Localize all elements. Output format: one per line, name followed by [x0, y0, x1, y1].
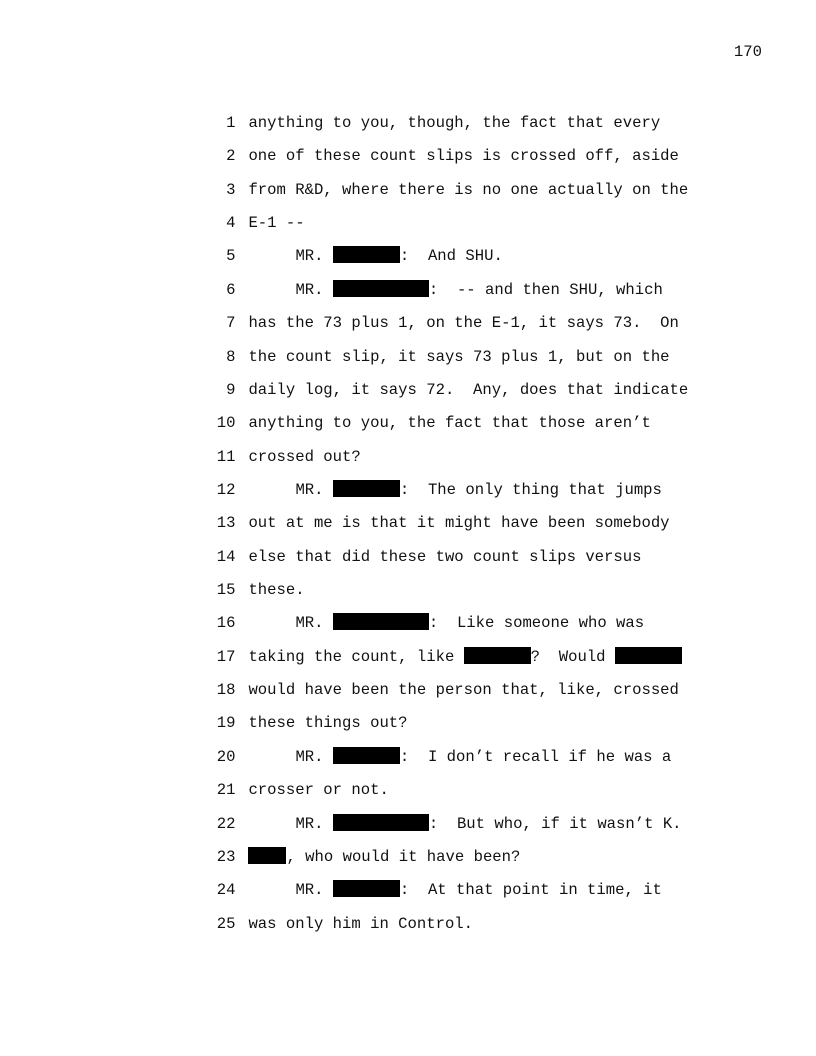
- line-number: 24: [216, 881, 236, 900]
- transcript-body: [170, 93, 690, 933]
- line-text: crosser or not.: [248, 781, 389, 800]
- line-number: 21: [216, 781, 236, 800]
- line-text: would have been the person that, like, crossed: [248, 681, 679, 700]
- line-number: 15: [216, 581, 236, 600]
- line-number: 25: [216, 914, 236, 933]
- transcript-line: [170, 727, 690, 766]
- line-number: 18: [216, 681, 236, 700]
- line-text: these things out?: [248, 714, 408, 733]
- line-text: : The only thing that jumps: [399, 480, 662, 499]
- transcript-line: [170, 894, 690, 933]
- speaker-prefix: MR.: [295, 480, 324, 499]
- speaker-prefix: MR.: [295, 747, 324, 766]
- line-text: crossed out?: [248, 447, 361, 466]
- line-text: : At that point in time, it: [399, 881, 662, 900]
- line-text: was only him in Control.: [248, 914, 474, 933]
- transcript-line: [170, 226, 690, 266]
- transcript-line: [170, 393, 690, 433]
- line-text: these.: [248, 581, 305, 600]
- line-number: 12: [216, 480, 236, 499]
- transcript-line: [170, 794, 690, 833]
- transcript-line: [170, 160, 690, 199]
- transcript-line: [170, 627, 690, 666]
- line-number: 7: [226, 314, 236, 333]
- line-text: one of these count slips is crossed off, aside: [248, 147, 679, 166]
- transcript-line: [170, 827, 690, 866]
- line-number: 11: [216, 447, 236, 466]
- line-text: : But who, if it wasn’t K.: [428, 814, 682, 833]
- line-text: anything to you, the fact that those aren’t: [248, 414, 651, 433]
- line-text: out at me is that it might have been somebody: [248, 514, 670, 533]
- transcript-line: [170, 327, 690, 366]
- line-number: 13: [216, 514, 236, 533]
- speaker-prefix: MR.: [295, 814, 324, 833]
- transcript-line: [170, 693, 690, 733]
- line-text: : Like someone who was: [428, 614, 645, 633]
- speaker-prefix: MR.: [295, 247, 324, 266]
- speaker-prefix: MR.: [295, 881, 324, 900]
- line-text: daily log, it says 72. Any, does that indicate: [248, 380, 689, 399]
- line-text: taking the count, like: [248, 647, 464, 666]
- line-text: else that did these two count slips versus: [248, 547, 642, 566]
- line-number: 8: [226, 347, 236, 366]
- line-number: 10: [216, 414, 236, 433]
- line-text: anything to you, though, the fact that every: [248, 114, 661, 132]
- transcript-line: [170, 560, 690, 600]
- speaker-prefix: MR.: [295, 614, 324, 633]
- transcript-line: [170, 493, 690, 533]
- transcript-line: [170, 193, 690, 233]
- line-number: 22: [216, 814, 236, 833]
- line-number: 5: [226, 247, 236, 266]
- line-number: 1: [226, 114, 236, 132]
- line-number: 17: [216, 647, 236, 666]
- line-number: 23: [216, 847, 236, 866]
- transcript-line: [170, 660, 690, 700]
- transcript-line: [170, 527, 690, 566]
- line-text: , who would it have been?: [286, 847, 521, 866]
- line-number: 20: [216, 747, 236, 766]
- line-number: 3: [226, 180, 236, 199]
- line-text: from R&D, where there is no one actually on the: [248, 180, 689, 199]
- transcript-line: [170, 360, 690, 399]
- line-text: has the 73 plus 1, on the E-1, it says 73. On: [248, 314, 679, 333]
- line-number: 19: [216, 714, 236, 733]
- line-number: 6: [226, 280, 236, 299]
- line-text: E-1 --: [248, 214, 305, 233]
- line-number: 4: [226, 214, 236, 233]
- transcript-line: [170, 427, 690, 466]
- speaker-prefix: MR.: [295, 280, 324, 299]
- line-number: 2: [226, 147, 236, 166]
- transcript-line: [170, 760, 690, 800]
- transcript-line: [170, 93, 690, 132]
- transcript-line: [170, 460, 690, 499]
- transcript-line: [170, 860, 690, 900]
- transcript-line: [170, 293, 690, 333]
- page-number: 170: [733, 43, 762, 61]
- line-number: 14: [216, 547, 236, 566]
- transcript-line: [170, 126, 690, 166]
- transcript-line: [170, 260, 690, 299]
- transcript-line: [170, 593, 690, 633]
- line-text: : -- and then SHU, which: [428, 280, 663, 299]
- line-number: 16: [216, 614, 236, 633]
- line-number: 9: [226, 380, 236, 399]
- line-text: ? Would: [530, 647, 615, 666]
- line-text: : And SHU.: [399, 247, 503, 266]
- line-text: : I don’t recall if he was a: [399, 747, 672, 766]
- line-text: the count slip, it says 73 plus 1, but on the: [248, 347, 670, 366]
